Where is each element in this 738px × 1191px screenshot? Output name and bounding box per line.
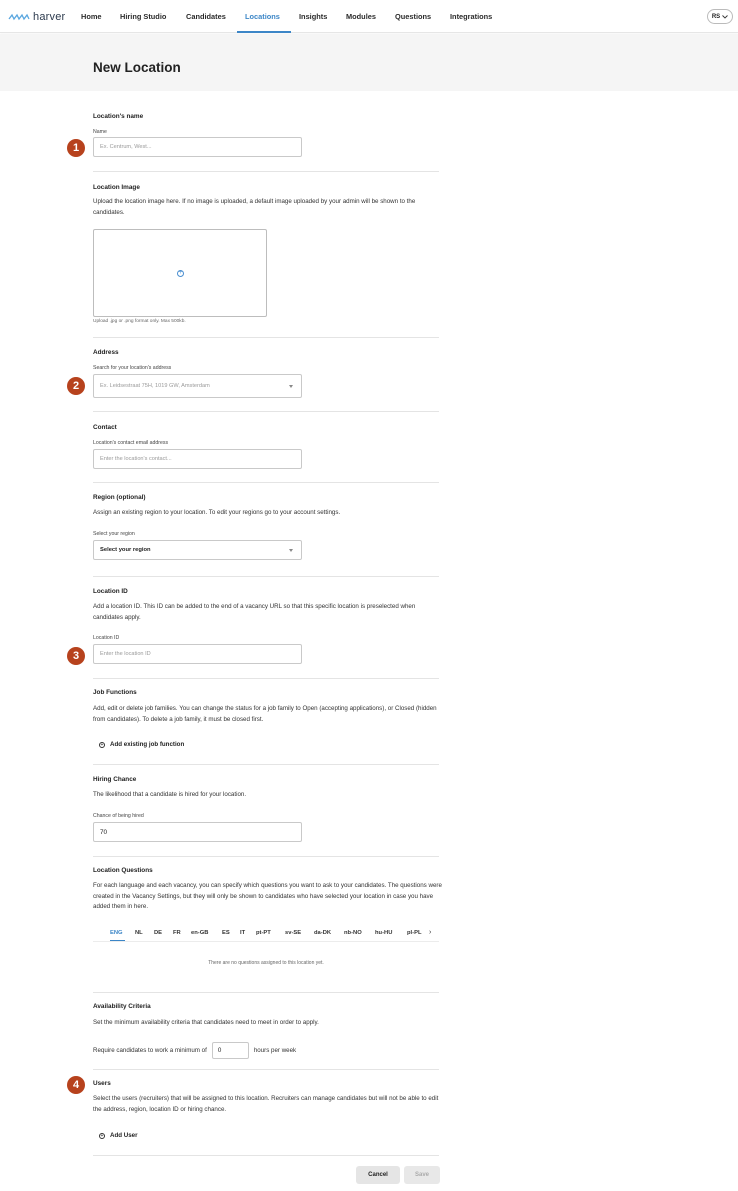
step-badge-3: 3 (67, 647, 85, 665)
min-hours-value: 0 (217, 1046, 222, 1054)
section-title-region: Region (optional) (93, 494, 146, 501)
chevron-down-icon (722, 15, 728, 19)
user-initials: RS (711, 13, 721, 20)
section-title-image: Location Image (93, 184, 140, 191)
user-menu[interactable] (707, 9, 733, 24)
tab-pl-pl[interactable]: pl-PL (407, 930, 422, 936)
availability-description: Set the minimum availability criteria that candidates need to meet in order to apply. (93, 1019, 319, 1026)
add-circle-icon: + (100, 741, 104, 748)
section-title-job-functions: Job Functions (93, 689, 137, 696)
add-user-label: Add User (110, 1132, 138, 1139)
address-search-select[interactable] (93, 374, 302, 398)
region-label: Select your region (93, 531, 135, 537)
add-job-function-button[interactable] (99, 741, 184, 748)
tab-es[interactable]: ES (222, 930, 230, 936)
nav-integrations[interactable]: Integrations (450, 12, 493, 21)
tab-de[interactable]: DE (154, 930, 163, 936)
tab-hu-hu[interactable]: hu-HU (375, 930, 393, 936)
location-id-description: Add a location ID. This ID can be added to the end of a vacancy URL so that this specific location is preselected when candidates apply. (93, 603, 416, 621)
step-badge-2: 2 (67, 377, 85, 395)
divider (93, 1069, 439, 1070)
chevron-right-icon[interactable]: › (429, 929, 432, 936)
users-description: Select the users (recruiters) that will be assigned to this location. Recruiters can manage candidates but will not be able to edit the address, region, location ID or hiring chance. (93, 1095, 439, 1113)
section-title-location-id: Location ID (93, 588, 128, 595)
section-title-questions: Location Questions (93, 867, 153, 874)
region-description: Assign an existing region to your location. To edit your regions go to your account settings. (93, 509, 341, 516)
tab-pt-pt[interactable]: pt-PT (256, 930, 271, 936)
divider (93, 992, 439, 993)
divider (93, 678, 439, 679)
region-select[interactable] (93, 540, 302, 560)
availability-prefix: Require candidates to work a minimum of (93, 1046, 207, 1054)
questions-empty-message: There are no questions assigned to this location yet. (208, 960, 324, 966)
tab-da-dk[interactable]: da-DK (314, 930, 332, 936)
hiring-chance-input[interactable] (93, 822, 302, 842)
divider (93, 764, 439, 765)
nav-locations[interactable]: Locations (245, 12, 280, 21)
add-circle-icon: + (100, 1132, 104, 1139)
cancel-button[interactable]: Cancel (356, 1166, 400, 1184)
tab-nb-no[interactable]: nb-NO (344, 930, 362, 936)
hiring-chance-value: 70 (100, 828, 108, 836)
tab-sv-se[interactable]: sv-SE (285, 930, 302, 936)
nav-candidates[interactable]: Candidates (186, 12, 226, 21)
nav-hiring-studio[interactable]: Hiring Studio (120, 12, 167, 21)
nav-questions[interactable]: Questions (395, 12, 432, 21)
location-id-input[interactable] (93, 644, 302, 664)
step-badge-4: 4 (67, 1076, 85, 1094)
nav-modules[interactable]: Modules (346, 12, 376, 21)
image-upload-area[interactable] (93, 229, 267, 317)
upload-hint: Upload .jpg or .png format only. Max 500kb. (93, 319, 186, 324)
section-title-contact: Contact (93, 424, 117, 431)
active-nav-indicator (237, 31, 291, 33)
name-input[interactable] (93, 137, 302, 157)
section-title-name: Location's name (93, 113, 144, 120)
address-label: Search for your location's address (93, 365, 172, 371)
divider (93, 856, 439, 857)
tab-eng[interactable]: ENG (110, 930, 123, 936)
tabs-baseline (93, 941, 439, 942)
nav-insights[interactable]: Insights (299, 12, 328, 21)
availability-suffix: hours per week (253, 1046, 297, 1054)
name-placeholder: Ex. Centrum, West... (100, 144, 152, 150)
divider (93, 1155, 439, 1156)
add-job-function-label: Add existing job function (110, 741, 185, 748)
section-title-address: Address (93, 349, 119, 356)
tab-en-gb[interactable]: en-GB (191, 930, 209, 936)
caret-down-icon (289, 385, 293, 388)
page-title: New Location (93, 60, 181, 75)
questions-description: For each language and each vacancy, you can specify which questions you want to ask to your candidates. The questions were created in the Vacancy Settings, but they will only be shown to candidates who have selected your location in case you have added them in here. (93, 882, 442, 910)
location-id-label: Location ID (93, 635, 120, 641)
section-title-availability: Availability Criteria (93, 1003, 151, 1010)
nav-home[interactable]: Home (81, 12, 102, 21)
top-nav (0, 0, 738, 33)
availability-row (93, 1041, 296, 1059)
divider (93, 171, 439, 172)
section-title-users: Users (93, 1080, 111, 1087)
divider (93, 482, 439, 483)
min-hours-input[interactable] (212, 1042, 249, 1059)
brand-logo[interactable] (8, 10, 65, 24)
hiring-chance-description: The likelihood that a candidate is hired for your location. (93, 791, 247, 798)
caret-down-icon (289, 549, 293, 552)
hiring-chance-label: Chance of being hired (93, 813, 144, 819)
save-button[interactable]: Save (404, 1166, 440, 1184)
tab-fr[interactable]: FR (173, 930, 181, 936)
add-user-button[interactable] (99, 1132, 138, 1139)
divider (93, 411, 439, 412)
image-description: Upload the location image here. If no image is uploaded, a default image uploaded by your admin will be shown to the candidates. (93, 198, 416, 216)
tab-nl[interactable]: NL (135, 930, 143, 936)
add-circle-icon: + (178, 270, 183, 276)
region-selected-value: Select your region (100, 547, 151, 553)
contact-placeholder: Enter the location's contact... (100, 456, 172, 462)
contact-email-input[interactable] (93, 449, 302, 469)
location-id-placeholder: Enter the location ID (100, 651, 151, 657)
brand-name: harver (33, 11, 66, 23)
job-functions-description: Add, edit or delete job families. You can change the status for a job family to Open (accepting applications), or Closed (hidden from candidates). To delete a job family, it must be closed first. (93, 705, 437, 723)
step-badge-1: 1 (67, 139, 85, 157)
contact-label: Location's contact email address (93, 440, 169, 446)
section-title-hiring-chance: Hiring Chance (93, 776, 137, 783)
address-placeholder: Ex. Leidsestraat 75H, 1019 GW, Amsterdam (100, 383, 210, 389)
harver-logo-icon (8, 13, 30, 21)
tab-it[interactable]: IT (240, 930, 246, 936)
divider (93, 337, 439, 338)
name-label: Name (93, 129, 107, 135)
divider (93, 576, 439, 577)
